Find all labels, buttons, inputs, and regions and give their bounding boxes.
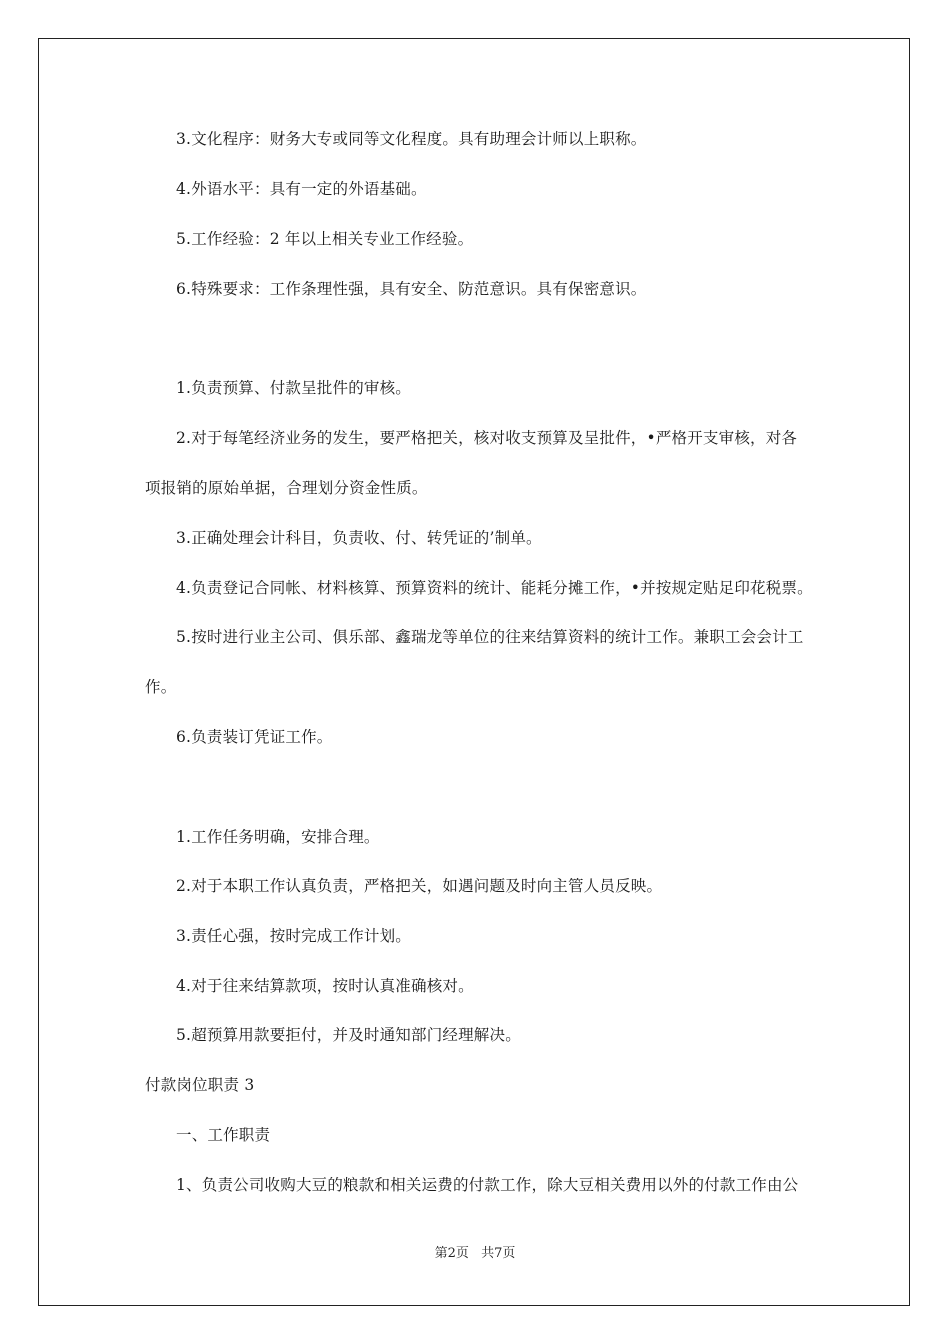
text-line: 6.特殊要求：工作条理性强，具有安全、防范意识。具有保密意识。 xyxy=(176,280,647,298)
page-frame xyxy=(38,38,910,1306)
text-line: 1、负责公司收购大豆的粮款和相关运费的付款工作，除大豆相关费用以外的付款工作由公 xyxy=(176,1176,799,1194)
text-line: 6.负责装订凭证工作。 xyxy=(176,728,333,746)
text-line: 4.对于往来结算款项，按时认真准确核对。 xyxy=(176,977,474,995)
text-line: 3.正确处理会计科目，负责收、付、转凭证的’制单。 xyxy=(176,529,542,547)
text-line: 3.责任心强，按时完成工作计划。 xyxy=(176,927,411,945)
section-heading: 付款岗位职责 3 xyxy=(145,1076,255,1094)
text-line: 2.对于每笔经济业务的发生，要严格把关，核对收支预算及呈批件，•严格开支审核，对各 xyxy=(176,429,798,447)
text-line: 1.负责预算、付款呈批件的审核。 xyxy=(176,379,411,397)
subsection-heading: 一、工作职责 xyxy=(176,1126,271,1144)
text-line: 4.负责登记合同帐、材料核算、预算资料的统计、能耗分摊工作，•并按规定贴足印花税票。 xyxy=(176,579,813,597)
text-line: 项报销的原始单据，合理划分资金性质。 xyxy=(145,479,428,497)
text-line: 5.超预算用款要拒付，并及时通知部门经理解决。 xyxy=(176,1026,521,1044)
text-line: 3.文化程序：财务大专或同等文化程度。具有助理会计师以上职称。 xyxy=(176,130,647,148)
page-number: 第2页 xyxy=(434,1246,469,1261)
page-total: 共7页 xyxy=(481,1246,516,1261)
page-footer xyxy=(39,1245,911,1263)
text-line: 5.工作经验：2 年以上相关专业工作经验。 xyxy=(176,230,474,248)
text-line: 4.外语水平：具有一定的外语基础。 xyxy=(176,180,427,198)
text-line: 2.对于本职工作认真负责，严格把关，如遇问题及时向主管人员反映。 xyxy=(176,877,663,895)
text-line: 作。 xyxy=(145,678,177,696)
text-line: 1.工作任务明确，安排合理。 xyxy=(176,828,380,846)
text-line: 5.按时进行业主公司、俱乐部、鑫瑞龙等单位的往来结算资料的统计工作。兼职工会会计工 xyxy=(176,628,804,646)
